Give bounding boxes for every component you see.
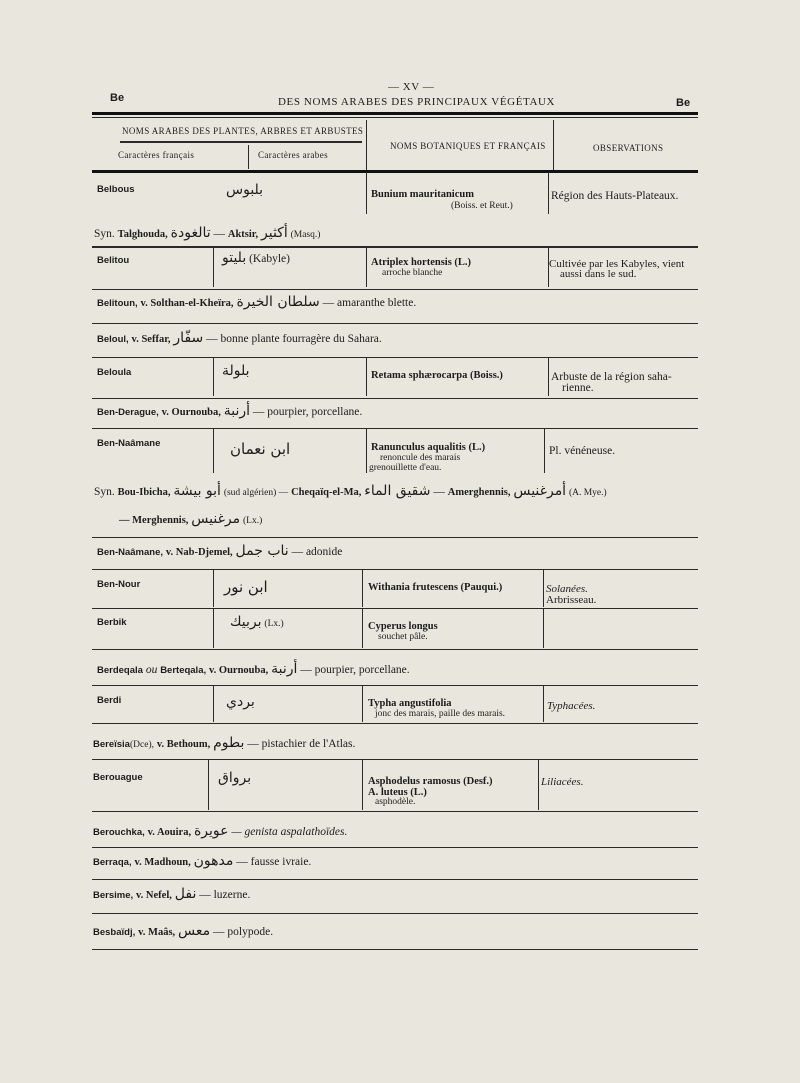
reference: (Dce),: [129, 740, 154, 750]
synonym-line-cont: [119, 513, 262, 528]
see-reference: v. Ournouba,: [161, 407, 221, 418]
header-rule: [92, 112, 698, 115]
botanical-name: Cyperus longus: [368, 621, 438, 632]
gloss: — pistachier de l'Atlas.: [247, 738, 356, 750]
botanical-name: Bunium mauritanicum: [371, 189, 474, 200]
synonym-line: [94, 227, 320, 242]
see-reference: v. Seffar,: [131, 334, 171, 345]
gloss: — bonne plante fourragère du Sahara.: [206, 333, 382, 345]
french-header: Caractères français: [118, 150, 195, 160]
region-note: (sud algérien) —: [223, 488, 289, 498]
arabic-text: أبو بيشة: [173, 483, 221, 499]
header-divider: [248, 145, 249, 169]
column-divider: [543, 686, 544, 722]
see-reference: v. Aouira,: [147, 827, 192, 838]
cross-reference-line: [93, 737, 355, 752]
reference: (A. Mye.): [568, 488, 607, 498]
arabic-text: أمرغنيس: [513, 483, 567, 499]
gloss: — fausse ivraie.: [236, 856, 312, 868]
botanical-name: Typha angustifolia: [368, 698, 452, 709]
dash: —: [433, 486, 445, 498]
cross-reference-line: [97, 332, 382, 346]
reference: (Kabyle): [249, 253, 290, 265]
entry-name: Bereïsia: [93, 739, 130, 750]
row-rule: [92, 569, 698, 570]
row-rule: [92, 398, 698, 399]
arabic-text: معس: [178, 923, 211, 939]
column-divider: [213, 429, 214, 473]
see-reference: v. Maâs,: [138, 927, 176, 938]
entry-name: Berouague: [93, 772, 143, 783]
botanical-author: (Boiss. et Reut.): [451, 201, 513, 211]
row-rule: [92, 428, 698, 429]
arabic-text: مرغنيس: [191, 511, 241, 527]
entry-name: Belbous: [97, 184, 135, 195]
synonym-line: [94, 485, 607, 500]
french-name: renoncule des marais: [380, 453, 461, 463]
botanical-name: Atriplex hortensis (L.): [371, 257, 472, 268]
synonym-name: Cheqaïq-el-Ma,: [291, 487, 362, 498]
arabic-text: أكثير: [261, 225, 288, 241]
column-divider: [543, 609, 544, 648]
cross-reference-line: [93, 825, 347, 839]
row-rule: [92, 879, 698, 880]
observation-text: Cultivée par les Kabyles, vient: [549, 258, 685, 270]
entry-name: Bersime,: [93, 890, 134, 901]
column-divider: [548, 172, 549, 214]
observation-text: Pl. vénéneuse.: [549, 445, 616, 457]
botanical-name: Asphodelus ramosus (Desf.): [368, 776, 493, 787]
entry-name: Besbaïdj,: [93, 927, 136, 938]
column-divider: [538, 760, 539, 810]
french-name: asphodèle.: [375, 797, 416, 807]
cross-reference-line: [93, 855, 311, 869]
entry-name: Berraqa,: [93, 857, 132, 868]
gloss: — adonide: [291, 546, 343, 558]
row-rule: [92, 759, 698, 760]
french-name: grenouillette d'eau.: [369, 463, 442, 473]
arabic-text: بردي: [226, 694, 255, 710]
column-divider: [366, 358, 367, 396]
arabic-cell: [222, 252, 290, 266]
conjunction: ou: [145, 664, 158, 676]
synonym-name: — Merghennis,: [119, 515, 189, 526]
arabic-text: بطوم: [213, 735, 245, 751]
header-divider: [366, 120, 367, 170]
see-reference: v. Solthan-el-Kheïra,: [140, 298, 234, 309]
see-reference: v. Ournouba,: [209, 665, 269, 676]
entry-name: Ben-Naâmane,: [97, 547, 163, 558]
cross-reference-line: [97, 296, 416, 310]
synonym-name: Aktsir,: [227, 229, 259, 240]
french-name: arroche blanche: [382, 268, 443, 278]
column-divider: [213, 609, 214, 648]
entry-name: Ben-Naâmane: [97, 438, 161, 449]
observation-text: Arbuste de la région saha-: [551, 371, 672, 383]
see-reference: v. Nefel,: [136, 890, 172, 901]
row-rule: [92, 723, 698, 724]
arabic-text: ناب جمل: [235, 543, 289, 559]
arabic-text: عويرة: [193, 823, 229, 839]
entry-name: Berteqala,: [160, 665, 207, 676]
row-rule: [92, 608, 698, 609]
row-rule: [92, 289, 698, 290]
entry-name: Berouchka,: [93, 827, 145, 838]
row-rule: [92, 357, 698, 358]
syn-label: Syn.: [94, 486, 115, 498]
left-running-tag: Be: [110, 92, 125, 104]
column-divider: [366, 172, 367, 214]
arabic-text: بربيك: [230, 614, 262, 630]
arabic-text: برواق: [218, 770, 252, 786]
reference: (Lx.): [243, 516, 263, 526]
column-divider: [362, 609, 363, 648]
column-divider: [362, 570, 363, 607]
right-running-tag: Be: [676, 97, 691, 109]
column-divider: [213, 358, 214, 396]
observation-text: Arbrisseau.: [546, 594, 597, 606]
column-divider: [543, 570, 544, 607]
botanical-name: Withania frutescens (Pauqui.): [368, 582, 503, 593]
botanical-header: NOMS BOTANIQUES ET FRANÇAIS: [390, 141, 546, 151]
row-rule: [92, 685, 698, 686]
cross-reference-line: [97, 405, 362, 419]
entry-name: Berdi: [97, 695, 122, 706]
reference: (Lx.): [264, 619, 284, 629]
gloss: — amaranthe blette.: [322, 297, 417, 309]
arabic-text: أرنبة: [223, 403, 251, 419]
page-number: — XV —: [388, 81, 435, 93]
cross-reference-line: [97, 663, 410, 677]
arabic-text: بلبوس: [226, 182, 264, 198]
column-divider: [362, 686, 363, 722]
column-divider: [213, 570, 214, 607]
arabic-text: أرنبة: [271, 661, 298, 677]
see-reference: v. Madhoun,: [134, 857, 191, 868]
entry-name: Belitoun,: [97, 298, 138, 309]
entry-name: Belitou: [97, 255, 130, 266]
arabic-text: شقيق الماء: [364, 483, 431, 499]
french-name: jonc des marais, paille des marais.: [375, 709, 506, 719]
gloss: — pourpier, porcellane.: [252, 406, 363, 418]
french-name: souchet pâle.: [378, 632, 428, 642]
arabic-text: بليتو: [222, 250, 247, 266]
see-reference: v. Bethoum,: [156, 739, 211, 750]
observation-text: rienne.: [562, 382, 594, 394]
column-divider: [213, 247, 214, 287]
row-rule: [92, 537, 698, 538]
arabic-text: بلولة: [222, 363, 250, 379]
botanical-name: Retama sphærocarpa (Boiss.): [371, 370, 503, 381]
gloss: — luzerne.: [199, 889, 251, 901]
arabic-text: ابن نعمان: [230, 440, 291, 458]
row-rule: [92, 811, 698, 812]
syn-label: Syn.: [94, 228, 115, 240]
entry-name: Berbik: [97, 617, 127, 628]
gloss: — polypode.: [213, 926, 274, 938]
cross-reference-line: [93, 925, 273, 939]
synonym-name: Amerghennis,: [447, 487, 511, 498]
column-divider: [366, 429, 367, 473]
observation-text: aussi dans le sud.: [560, 268, 637, 280]
entry-name: Beloul,: [97, 334, 129, 345]
dash: —: [213, 228, 225, 240]
see-reference: v. Nab-Djemel,: [165, 547, 233, 558]
arabic-text: مدهون: [193, 853, 234, 869]
observations-header: OBSERVATIONS: [593, 143, 664, 153]
entry-name: Ben-Nour: [97, 579, 141, 590]
column-divider: [362, 760, 363, 810]
observation-text: Liliacées.: [541, 776, 584, 788]
entry-name: Berdeqala: [97, 665, 143, 676]
entry-name: Ben-Derague,: [97, 407, 159, 418]
arabic-header: Caractères arabes: [258, 150, 329, 160]
observation-text: Typhacées.: [547, 700, 596, 712]
page-title: DES NOMS ARABES DES PRINCIPAUX VÉGÉTAUX: [278, 96, 556, 108]
row-rule: [92, 649, 698, 650]
arabic-text: ابن نور: [224, 578, 268, 596]
group-header: NOMS ARABES DES PLANTES, ARBRES ET ARBUSTES: [122, 126, 364, 136]
cross-reference-line: [97, 545, 342, 559]
column-divider: [208, 760, 209, 810]
gloss: — pourpier, porcellane.: [300, 664, 410, 676]
header-rule-thin: [92, 117, 698, 118]
botanical-name: A. luteus (L.): [368, 787, 427, 798]
row-rule: [92, 323, 698, 324]
entry-name: Beloula: [97, 367, 132, 378]
column-divider: [548, 358, 549, 396]
arabic-cell: [230, 616, 284, 631]
column-divider: [544, 429, 545, 473]
observation-text: Région des Hauts-Plateaux.: [551, 190, 679, 202]
row-rule: [92, 913, 698, 914]
arabic-text: سفّار: [173, 330, 204, 346]
synonym-name: Bou-Ibicha,: [117, 487, 171, 498]
cross-reference-line: [93, 888, 250, 902]
botanical-name: Ranunculus aqualitis (L.): [371, 442, 486, 453]
arabic-text: نفل: [174, 886, 197, 902]
row-rule: [92, 246, 698, 248]
header-bottom-rule: [92, 170, 698, 173]
synonym-name: Talghouda,: [117, 229, 168, 240]
group-header-rule: [120, 141, 362, 143]
observation-text: Solanées.: [546, 583, 588, 595]
row-rule: [92, 949, 698, 950]
row-rule: [92, 847, 698, 848]
column-divider: [366, 247, 367, 287]
column-divider: [213, 686, 214, 722]
arabic-text: تالغودة: [170, 225, 211, 241]
header-divider: [553, 120, 554, 170]
gloss: — genista aspalathoïdes.: [231, 826, 348, 838]
reference: (Masq.): [290, 230, 321, 240]
arabic-text: سلطان الخيرة: [236, 294, 320, 310]
